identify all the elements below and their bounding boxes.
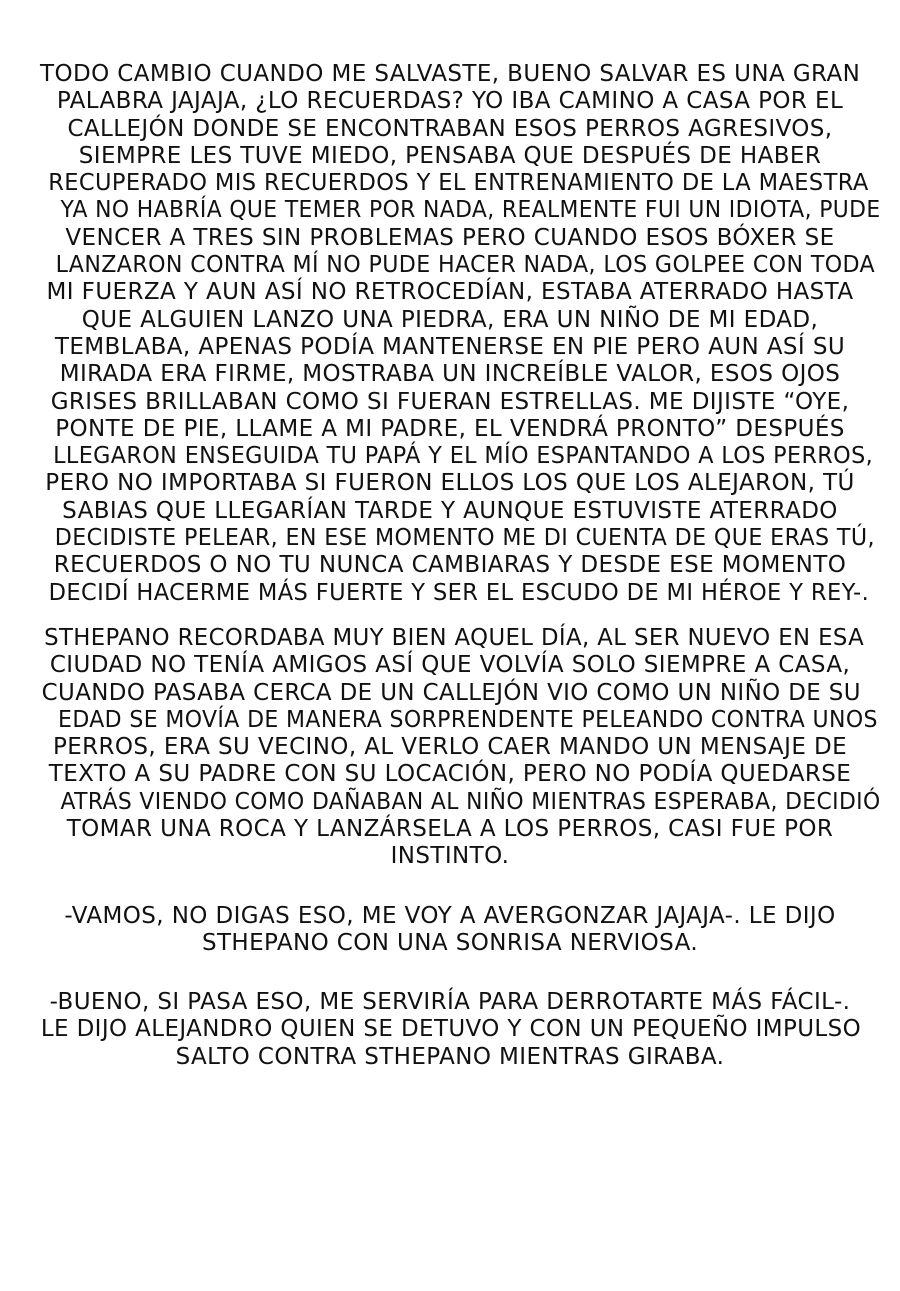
text-line: INSTINTO.	[390, 843, 510, 870]
text-line: PONTE DE PIE, LLAME A MI PADRE, EL VENDRÁ PRONTO” DESPUÉS	[55, 415, 845, 442]
text-line: LLEGARON ENSEGUIDA TU PAPÁ Y EL MÍO ESPANTANDO A LOS PERROS,	[53, 443, 874, 470]
text-line: SIEMPRE LES TUVE MIEDO, PENSABA QUE DESPUÉS DE HABER	[78, 142, 822, 169]
text-line: LANZARON CONTRA MÍ NO PUDE HACER NADA, LOS GOLPEE CON TODA	[55, 252, 876, 279]
text-line: PERROS, ERA SU VECINO, AL VERLO CAER MANDO UN MENSAJE DE	[52, 734, 848, 761]
text-line: STHEPANO RECORDABA MUY BIEN AQUEL DÍA, AL SER NUEVO EN ESA	[44, 625, 865, 651]
text-line: STHEPANO CON UNA SONRISA NERVIOSA.	[201, 930, 699, 957]
text-line: LE DIJO ALEJANDRO QUIEN SE DETUVO Y CON UN PEQUEÑO IMPULSO	[40, 1016, 862, 1043]
text-line: TODO CAMBIO CUANDO ME SALVASTE, BUENO SALVAR ES UNA GRAN	[40, 61, 861, 87]
text-line: YA NO HABRÍA QUE TEMER POR NADA, REALMENTE FUI UN IDIOTA, PUDE	[60, 197, 881, 224]
paragraph-flashback	[40, 61, 881, 607]
paragraph-sthepano-reply	[40, 903, 860, 958]
text-line: MI FUERZA Y AUN ASÍ NO RETROCEDÍAN, ESTABA ATERRADO HASTA	[46, 279, 854, 306]
text-line: TEXTO A SU PADRE CON SU LOCACIÓN, PERO NO PODÍA QUEDARSE	[48, 761, 852, 788]
text-line: RECUERDOS O NO TU NUNCA CAMBIARAS Y DESDE ESE MOMENTO	[53, 552, 847, 579]
text-line: SALTO CONTRA STHEPANO MIENTRAS GIRABA.	[175, 1043, 725, 1070]
text-line: SABIAS QUE LLEGARÍAN TARDE Y AUNQUE ESTUVISTE ATERRADO	[62, 497, 838, 524]
text-line: MIRADA ERA FIRME, MOSTRABA UN INCREÍBLE VALOR, ESOS OJOS	[59, 361, 841, 388]
text-line: QUE ALGUIEN LANZO UNA PIEDRA, ERA UN NIÑO DE MI EDAD,	[81, 306, 819, 333]
text-line: TEMBLABA, APENAS PODÍA MANTENERSE EN PIE PERO AUN ASÍ SU	[54, 333, 846, 360]
text-line: CUANDO PASABA CERCA DE UN CALLEJÓN VIO COMO UN NIÑO DE SU	[41, 679, 861, 706]
text-line: ATRÁS VIENDO COMO DAÑABAN AL NIÑO MIENTRAS ESPERABA, DECIDIÓ	[60, 788, 881, 815]
text-line: -VAMOS, NO DIGAS ESO, ME VOY A AVERGONZAR JAJAJA-. LE DIJO	[64, 903, 836, 929]
text-line: CALLEJÓN DONDE SE ENCONTRABAN ESOS PERROS AGRESIVOS,	[67, 115, 833, 142]
text-line: PALABRA JAJAJA, ¿LO RECUERDAS? YO IBA CAMINO A CASA POR EL	[56, 88, 844, 115]
text-line: -BUENO, SI PASA ESO, ME SERVIRÍA PARA DERROTARTE MÁS FÁCIL-.	[49, 989, 851, 1015]
text-line: PERO NO IMPORTABA SI FUERON ELLOS LOS QUE LOS ALEJARON, TÚ	[45, 470, 855, 497]
text-line: CIUDAD NO TENÍA AMIGOS ASÍ QUE VOLVÍA SOLO SIEMPRE A CASA,	[49, 652, 851, 679]
paragraph-alejandro-reply	[40, 989, 860, 1071]
text-line: RECUPERADO MIS RECUERDOS Y EL ENTRENAMIENTO DE LA MAESTRA	[48, 170, 869, 197]
paragraph-narration	[40, 625, 881, 871]
text-line: EDAD SE MOVÍA DE MANERA SORPRENDENTE PELEANDO CONTRA UNOS	[58, 706, 878, 733]
text-line: VENCER A TRES SIN PROBLEMAS PERO CUANDO ESOS BÓXER SE	[65, 224, 835, 251]
text-line: TOMAR UNA ROCA Y LANZÁRSELA A LOS PERROS, CASI FUE POR	[66, 816, 834, 843]
text-line: DECIDÍ HACERME MÁS FUERTE Y SER EL ESCUDO DE MI HÉROE Y REY-.	[48, 579, 870, 606]
text-line: GRISES BRILLABAN COMO SI FUERAN ESTRELLAS. ME DIJISTE “OYE,	[50, 388, 850, 415]
text-line: DECIDISTE PELEAR, EN ESE MOMENTO ME DI CUENTA DE QUE ERAS TÚ,	[54, 525, 875, 552]
